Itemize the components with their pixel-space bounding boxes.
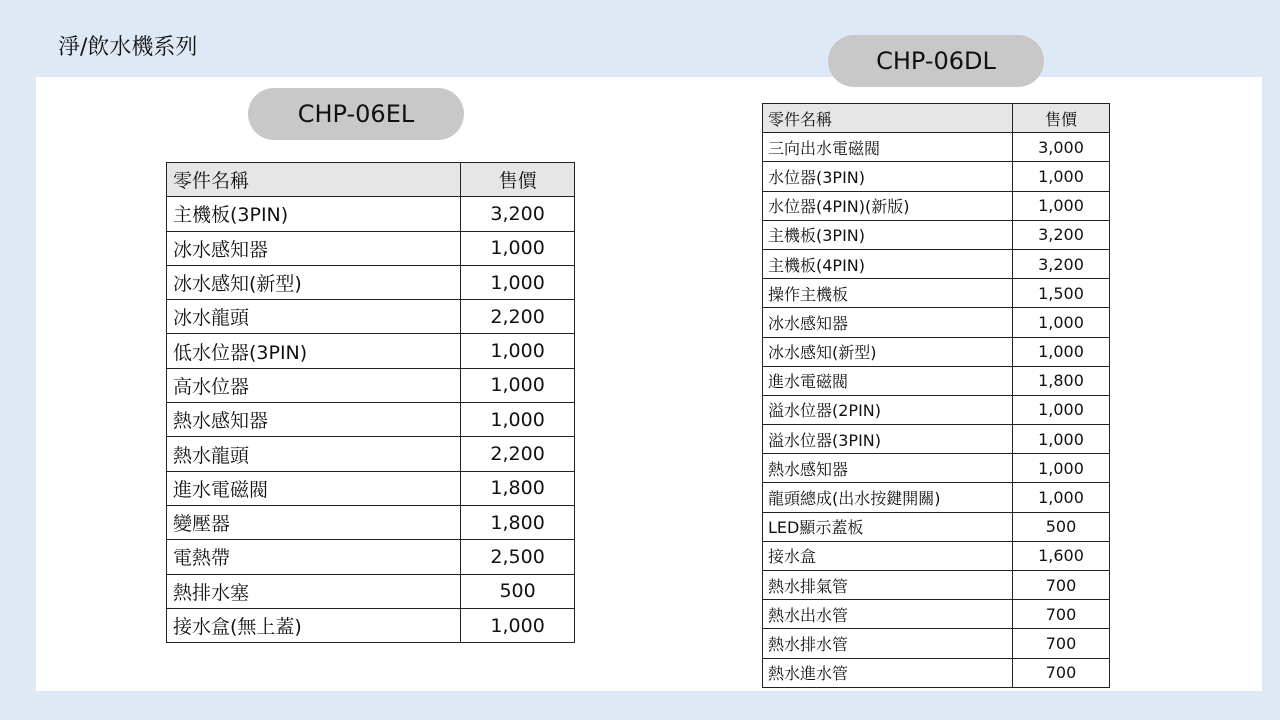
- price-cell: 1,800: [1013, 366, 1110, 395]
- table-row: [167, 471, 575, 505]
- column-header-price: 售價: [1013, 104, 1110, 133]
- table-row: [763, 512, 1110, 541]
- part-name-cell: 進水電磁閥: [763, 366, 1013, 395]
- table-row: [167, 403, 575, 437]
- table-row: [763, 162, 1110, 191]
- table-row: [763, 133, 1110, 162]
- part-name-cell: 高水位器: [167, 368, 461, 402]
- price-cell: 3,200: [1013, 220, 1110, 249]
- part-name-cell: 操作主機板: [763, 279, 1013, 308]
- part-name-cell: 變壓器: [167, 505, 461, 539]
- price-cell: 1,000: [461, 403, 575, 437]
- price-cell: 3,200: [1013, 249, 1110, 278]
- part-name-cell: 龍頭總成(出水按鍵開關): [763, 483, 1013, 512]
- table-row: [763, 600, 1110, 629]
- table-row: [167, 334, 575, 368]
- table-row: [167, 505, 575, 539]
- part-name-cell: 熱水感知器: [763, 454, 1013, 483]
- part-name-cell: 三向出水電磁閥: [763, 133, 1013, 162]
- part-name-cell: 接水盒(無上蓋): [167, 608, 461, 642]
- table-row: [763, 541, 1110, 570]
- table-row: [763, 220, 1110, 249]
- table-row: [763, 366, 1110, 395]
- part-name-cell: 主機板(3PIN): [763, 220, 1013, 249]
- price-cell: 1,000: [461, 334, 575, 368]
- price-cell: 1,000: [1013, 162, 1110, 191]
- column-header-part-name: 零件名稱: [763, 104, 1013, 133]
- part-name-cell: 水位器(4PIN)(新版): [763, 191, 1013, 220]
- table-row: [167, 608, 575, 642]
- table-row: [763, 629, 1110, 658]
- price-cell: 1,500: [1013, 279, 1110, 308]
- part-name-cell: 冰水感知器: [763, 308, 1013, 337]
- table-row: [763, 249, 1110, 278]
- price-cell: 1,000: [1013, 308, 1110, 337]
- table-row: [763, 571, 1110, 600]
- table-row: [763, 191, 1110, 220]
- price-cell: 1,000: [1013, 454, 1110, 483]
- price-cell: 1,000: [1013, 483, 1110, 512]
- part-name-cell: 冰水龍頭: [167, 300, 461, 334]
- part-name-cell: 水位器(3PIN): [763, 162, 1013, 191]
- price-cell: 3,200: [461, 197, 575, 231]
- table-row: [167, 574, 575, 608]
- price-cell: 3,000: [1013, 133, 1110, 162]
- table-row: [763, 308, 1110, 337]
- part-name-cell: 接水盒: [763, 541, 1013, 570]
- part-name-cell: 熱水排氣管: [763, 571, 1013, 600]
- table-row: [763, 337, 1110, 366]
- part-name-cell: 主機板(3PIN): [167, 197, 461, 231]
- parts-price-table-chp-06el: [166, 162, 575, 643]
- part-name-cell: 冰水感知器: [167, 231, 461, 265]
- part-name-cell: 熱水出水管: [763, 600, 1013, 629]
- parts-price-table-chp-06dl: [762, 103, 1110, 688]
- part-name-cell: 電熱帶: [167, 540, 461, 574]
- table-row: [167, 265, 575, 299]
- table-row: [763, 279, 1110, 308]
- table-row: [763, 483, 1110, 512]
- table-row: [167, 368, 575, 402]
- price-cell: 700: [1013, 658, 1110, 687]
- price-cell: 700: [1013, 629, 1110, 658]
- table-row: [167, 300, 575, 334]
- part-name-cell: LED顯示蓋板: [763, 512, 1013, 541]
- part-name-cell: 熱水排水管: [763, 629, 1013, 658]
- part-name-cell: 熱水龍頭: [167, 437, 461, 471]
- price-cell: 1,000: [461, 231, 575, 265]
- price-cell: 1,000: [461, 608, 575, 642]
- table-row: [167, 540, 575, 574]
- column-header-part-name: 零件名稱: [167, 163, 461, 197]
- part-name-cell: 溢水位器(2PIN): [763, 395, 1013, 424]
- table-row: [167, 231, 575, 265]
- price-cell: 1,600: [1013, 541, 1110, 570]
- price-cell: 1,800: [461, 471, 575, 505]
- page-title: 淨/飲水機系列: [58, 35, 198, 60]
- part-name-cell: 冰水感知(新型): [167, 265, 461, 299]
- part-name-cell: 熱排水塞: [167, 574, 461, 608]
- price-cell: 1,000: [1013, 191, 1110, 220]
- table-row: [763, 658, 1110, 687]
- price-cell: 700: [1013, 600, 1110, 629]
- part-name-cell: 冰水感知(新型): [763, 337, 1013, 366]
- table-row: [763, 454, 1110, 483]
- price-cell: 1,000: [461, 265, 575, 299]
- price-cell: 1,000: [1013, 395, 1110, 424]
- model-badge-chp-06el: CHP-06EL: [248, 88, 464, 140]
- table-header-row: [763, 104, 1110, 133]
- price-cell: 2,200: [461, 437, 575, 471]
- model-badge-chp-06dl: CHP-06DL: [828, 35, 1044, 87]
- price-cell: 1,000: [1013, 337, 1110, 366]
- price-cell: 500: [461, 574, 575, 608]
- price-cell: 2,500: [461, 540, 575, 574]
- table-row: [763, 425, 1110, 454]
- table-row: [167, 437, 575, 471]
- part-name-cell: 溢水位器(3PIN): [763, 425, 1013, 454]
- price-cell: 1,000: [1013, 425, 1110, 454]
- part-name-cell: 低水位器(3PIN): [167, 334, 461, 368]
- price-cell: 1,000: [461, 368, 575, 402]
- table-row: [167, 197, 575, 231]
- part-name-cell: 主機板(4PIN): [763, 249, 1013, 278]
- price-cell: 2,200: [461, 300, 575, 334]
- column-header-price: 售價: [461, 163, 575, 197]
- price-cell: 700: [1013, 571, 1110, 600]
- price-cell: 500: [1013, 512, 1110, 541]
- part-name-cell: 進水電磁閥: [167, 471, 461, 505]
- table-header-row: [167, 163, 575, 197]
- table-row: [763, 395, 1110, 424]
- part-name-cell: 熱水進水管: [763, 658, 1013, 687]
- part-name-cell: 熱水感知器: [167, 403, 461, 437]
- price-cell: 1,800: [461, 505, 575, 539]
